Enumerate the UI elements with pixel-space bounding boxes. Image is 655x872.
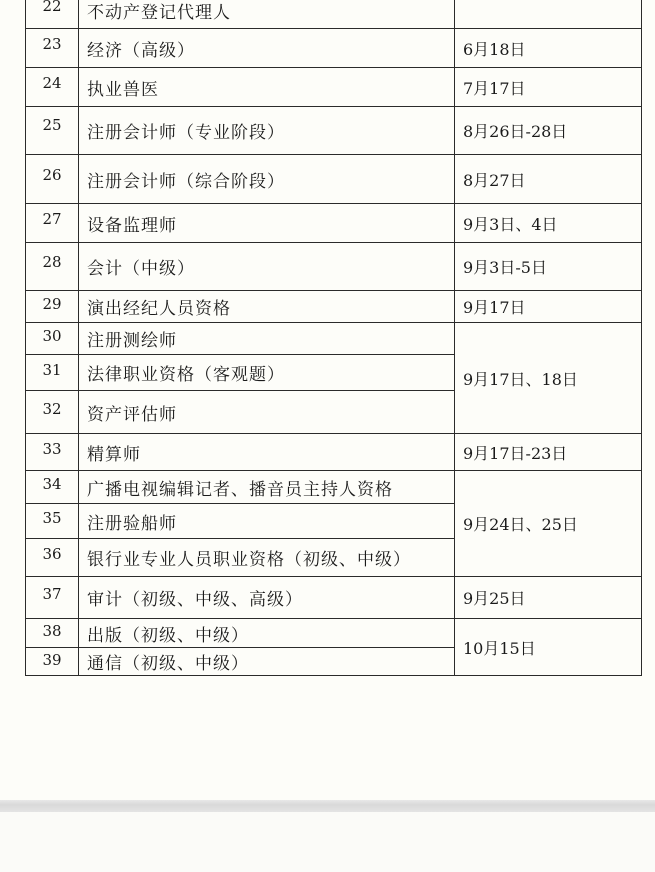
exam-name: 资产评估师	[79, 391, 455, 434]
exam-date	[455, 0, 642, 29]
exam-name: 不动产登记代理人	[79, 0, 455, 29]
exam-name: 审计（初级、中级、高级）	[79, 577, 455, 619]
exam-date: 7月17日	[455, 68, 642, 107]
page-separator	[0, 800, 655, 812]
row-number: 25	[26, 107, 79, 155]
exam-date: 9月25日	[455, 577, 642, 619]
row-number: 32	[26, 391, 79, 434]
exam-date: 8月26日-28日	[455, 107, 642, 155]
row-number: 33	[26, 434, 79, 471]
exam-date: 9月17日、18日	[455, 323, 642, 434]
exam-date: 9月3日、4日	[455, 204, 642, 243]
row-number: 38	[26, 619, 79, 648]
row-number: 23	[26, 29, 79, 68]
table-row	[26, 577, 642, 619]
next-page-area	[0, 812, 655, 872]
exam-name: 广播电视编辑记者、播音员主持人资格	[79, 471, 455, 504]
exam-schedule-table	[25, 0, 642, 676]
row-number: 26	[26, 155, 79, 204]
row-number: 24	[26, 68, 79, 107]
exam-date: 10月15日	[455, 619, 642, 676]
exam-name: 法律职业资格（客观题）	[79, 355, 455, 391]
exam-name: 执业兽医	[79, 68, 455, 107]
exam-name: 会计（中级）	[79, 243, 455, 291]
exam-date: 6月18日	[455, 29, 642, 68]
table-row	[26, 291, 642, 323]
table-row	[26, 204, 642, 243]
exam-name: 注册验船师	[79, 504, 455, 539]
exam-name: 精算师	[79, 434, 455, 471]
row-number: 34	[26, 471, 79, 504]
row-number: 31	[26, 355, 79, 391]
exam-name: 设备监理师	[79, 204, 455, 243]
table-row	[26, 471, 642, 504]
row-number: 28	[26, 243, 79, 291]
row-number: 39	[26, 648, 79, 676]
row-number: 29	[26, 291, 79, 323]
row-number: 30	[26, 323, 79, 355]
row-number: 22	[26, 0, 79, 29]
exam-name: 通信（初级、中级）	[79, 648, 455, 676]
table-row	[26, 323, 642, 355]
exam-date: 9月17日-23日	[455, 434, 642, 471]
exam-date: 9月24日、25日	[455, 471, 642, 577]
row-number: 37	[26, 577, 79, 619]
exam-date: 8月27日	[455, 155, 642, 204]
table-row	[26, 155, 642, 204]
row-number: 27	[26, 204, 79, 243]
row-number: 36	[26, 539, 79, 577]
exam-name: 注册会计师（专业阶段）	[79, 107, 455, 155]
table-row	[26, 434, 642, 471]
row-number: 35	[26, 504, 79, 539]
table-row	[26, 107, 642, 155]
exam-name: 经济（高级）	[79, 29, 455, 68]
exam-name: 出版（初级、中级）	[79, 619, 455, 648]
exam-name: 演出经纪人员资格	[79, 291, 455, 323]
table-row	[26, 68, 642, 107]
table-row	[26, 29, 642, 68]
exam-name: 注册测绘师	[79, 323, 455, 355]
exam-name: 注册会计师（综合阶段）	[79, 155, 455, 204]
exam-date: 9月3日-5日	[455, 243, 642, 291]
exam-date: 9月17日	[455, 291, 642, 323]
table-row	[26, 0, 642, 29]
table-row	[26, 243, 642, 291]
exam-name: 银行业专业人员职业资格（初级、中级）	[79, 539, 455, 577]
table-row	[26, 619, 642, 648]
